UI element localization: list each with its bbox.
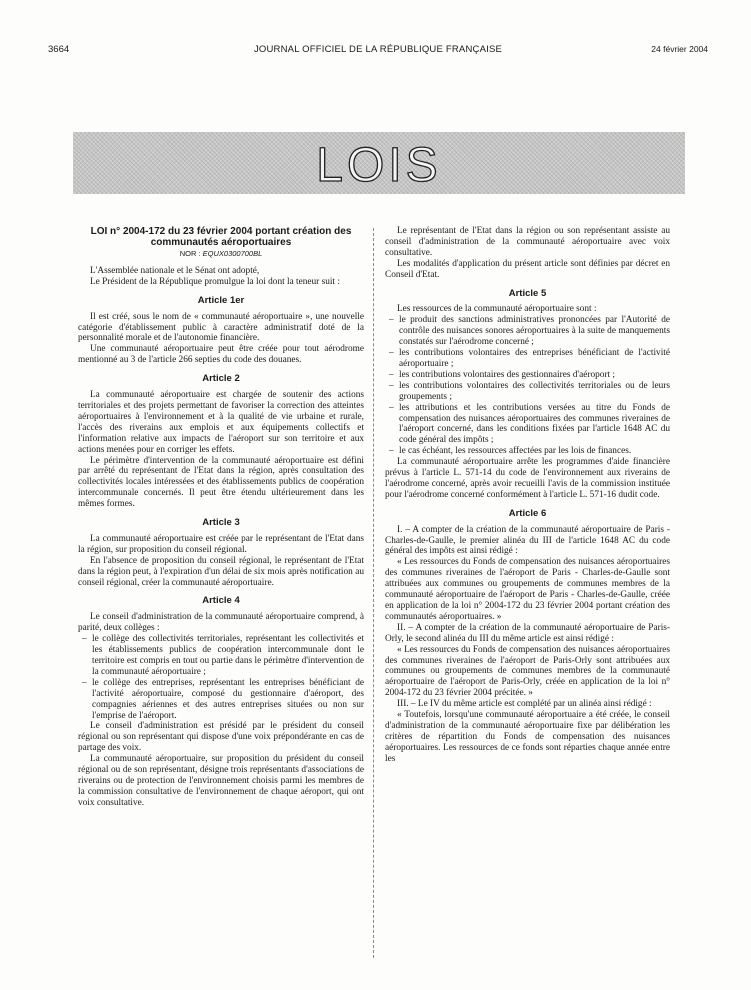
article-4-paragraph: Le conseil d'administration de la communauté aéroportuaire comprend, à parité, deux collèges : bbox=[78, 612, 364, 634]
article-6-quote: « Toutefois, lorsqu'une communauté aéroportuaire a été créée, le conseil d'administration de la communauté aéroportuaire fixe par délibération les critères de répartition du Fonds de compensation des nuisances aéroportuaires. Les ressources de ce fonds sont réparties chaque année entre les bbox=[385, 710, 670, 764]
article-1-paragraph: Une communauté aéroportuaire peut être créée pour tout aérodrome mentionné au 3 de l'article 266 septies du code des douanes. bbox=[78, 344, 364, 366]
journal-title: JOURNAL OFFICIEL DE LA RÉPUBLIQUE FRANÇAISE bbox=[253, 44, 503, 55]
article-1-heading: Article 1er bbox=[197, 294, 245, 306]
list-item: – le cas échéant, les ressources affectées par les lois de finances. bbox=[399, 446, 670, 457]
list-item: – les contributions volontaires des gestionnaires d'aéroport ; bbox=[399, 370, 670, 381]
section-title: LOIS bbox=[316, 139, 442, 192]
article-4-paragraph: Les modalités d'application du présent article sont définies par décret en Conseil d'Etat. bbox=[385, 258, 670, 280]
list-item: – les contributions volontaires des collectivités territoriales ou de leurs groupements ; bbox=[399, 381, 670, 403]
article-4-paragraph: Le représentant de l'Etat dans la région ou son représentant assiste au conseil d'administration de la communauté aéroportuaire avec voix consultative. bbox=[385, 226, 670, 258]
article-3-paragraph: En l'absence de proposition du conseil régional, le représentant de l'Etat dans la région peut, à l'expiration d'un délai de six mois après notification au conseil régional, créer la communauté aéroportuaire. bbox=[78, 555, 364, 588]
page-header bbox=[48, 44, 708, 58]
page-number: 3664 bbox=[48, 44, 70, 55]
list-item: – les attributions et les contributions versées au titre du Fonds de compensation des nuisances aéroportuaires des communes riveraines de l'aéroport concerné, dans les conditions fixées par l'article 1648 AC du code général des impôts ; bbox=[399, 403, 670, 447]
column-divider bbox=[373, 228, 374, 958]
article-5-list bbox=[385, 315, 670, 457]
article-5-heading: Article 5 bbox=[508, 287, 547, 299]
article-2-paragraph: La communauté aéroportuaire est chargée de soutenir des actions territoriales et des projets permettant de favoriser la correction des atteintes aéroportuaires à l'environnement et à la qualité de vie urbaine et rurale, l'accès des riverains aux emplois et aux équipements collectifs et l'information relative aux impacts de l'aéroport sur son territoire et aux actions menées pour en corriger les effets. bbox=[78, 390, 364, 455]
section-banner bbox=[73, 132, 685, 194]
right-column bbox=[385, 226, 670, 765]
article-6-quote: « Les ressources du Fonds de compensation des nuisances aéroportuaires des communes riveraines de l'aéroport de Paris-Orly sont attribuées aux communes ou groupements de communes membres de la communauté aéroportuaire de l'aéroport de Paris-Orly, créée en application de la loi n° 2004-172 du 23 février 2004 précitée. » bbox=[385, 644, 670, 699]
article-3-heading: Article 3 bbox=[202, 517, 240, 529]
law-title: LOI n° 2004-172 du 23 février 2004 portant création des communautés aéroportuaires bbox=[90, 226, 352, 248]
article-6-heading: Article 6 bbox=[508, 507, 547, 519]
left-column bbox=[78, 226, 364, 809]
list-item: – les contributions volontaires des entreprises bénéficiant de l'activité aéroportuaire ; bbox=[399, 348, 670, 370]
nor-reference bbox=[78, 249, 364, 260]
article-6-paragraph: III. – Le IV du même article est complété par un alinéa ainsi rédigé : bbox=[397, 699, 652, 710]
article-1-paragraph: Il est créé, sous le nom de « communauté aéroportuaire », une nouvelle catégorie d'établissement public à caractère administratif doté de la personnalité morale et de l'autonomie financière. bbox=[78, 311, 364, 344]
article-6-paragraph: I. – A compter de la création de la communauté aéroportuaire de Paris - Charles-de-Gaulle, le premier alinéa du III de l'article 1648 AC du code général des impôts est ainsi rédigé : bbox=[385, 524, 670, 557]
article-4-paragraph: Le conseil d'administration est présidé par le président du conseil régional ou son représentant qui dispose d'une voix prépondérante en cas de partage des voix. bbox=[78, 721, 364, 754]
list-item: – le produit des sanctions administratives prononcées par l'Autorité de contrôle des nuisances sonores aéroportuaires à la suite de manquements constatés sur l'aérodrome concerné ; bbox=[399, 315, 670, 348]
list-item: – le collège des collectivités territoriales, représentant les collectivités et les établissements publics de coopération intercommunale dont le territoire est compris en tout ou partie dans le périmètre d'intervention de la communauté aéroportuaire ; bbox=[92, 634, 364, 678]
list-item: – le collège des entreprises, représentant les entreprises bénéficiant de l'activité aéroportuaire, composé du gestionnaire d'aéroport, des compagnies aériennes et des autres entreprises situées ou non sur l'emprise de l'aéroport. bbox=[92, 678, 364, 722]
publication-date: 24 février 2004 bbox=[651, 44, 708, 54]
preamble-1: L'Assemblée nationale et le Sénat ont adopté, bbox=[90, 265, 260, 276]
nor-code: EQUX0300700BL bbox=[202, 249, 263, 258]
article-2-paragraph: Le périmètre d'intervention de la communauté aéroportuaire est défini par arrêté du représentant de l'Etat dans la région, après consultation des collectivités locales intéressées et des établissements publics de coopération intercommunale concernés. Il peut être étendu ultérieurement dans les mêmes formes. bbox=[78, 455, 364, 510]
article-4-heading: Article 4 bbox=[202, 595, 240, 607]
article-6-paragraph: II. – A compter de la création de la communauté aéroportuaire de Paris-Orly, le second alinéa du III du même article est ainsi rédigé : bbox=[385, 622, 670, 644]
article-3-paragraph: La communauté aéroportuaire est créée par le représentant de l'Etat dans la région, sur proposition du conseil régional. bbox=[78, 533, 364, 555]
nor-label: NOR : bbox=[179, 249, 203, 258]
article-6-quote: « Les ressources du Fonds de compensation des nuisances aéroportuaires des communes riveraines de l'aéroport de Paris - Charles-de-Gaulle sont attribuées aux communes ou groupements de communes membres de la communauté aéroportuaire de l'aéroport de Paris - Charles-de-Gaulle, créée en application de la loi n° 2004-172 du 23 février 2004 portant création des communautés aéroportuaires. » bbox=[385, 557, 670, 622]
article-4-paragraph: La communauté aéroportuaire, sur proposition du président du conseil régional ou de son représentant, désigne trois représentants d'associations de riverains ou de protection de l'environnement choisis parmi les membres de la commission consultative de l'environnement de chaque aéroport, qui ont voix consultative. bbox=[78, 754, 364, 808]
article-5-paragraph: Les ressources de la communauté aéroportuaire sont : bbox=[397, 304, 597, 315]
article-4-list bbox=[78, 634, 364, 721]
preamble-2: Le Président de la République promulgue la loi dont la teneur suit : bbox=[90, 276, 340, 287]
article-5-paragraph: La communauté aéroportuaire arrête les programmes d'aide financière prévus à l'article L. 571-14 du code de l'environnement aux riverains de l'aérodrome concerné, après avoir recueilli l'avis de la commission instituée pour l'aérodrome concerné conformément à l'article L. 571-16 dudit code. bbox=[385, 457, 670, 500]
article-2-heading: Article 2 bbox=[202, 373, 240, 385]
